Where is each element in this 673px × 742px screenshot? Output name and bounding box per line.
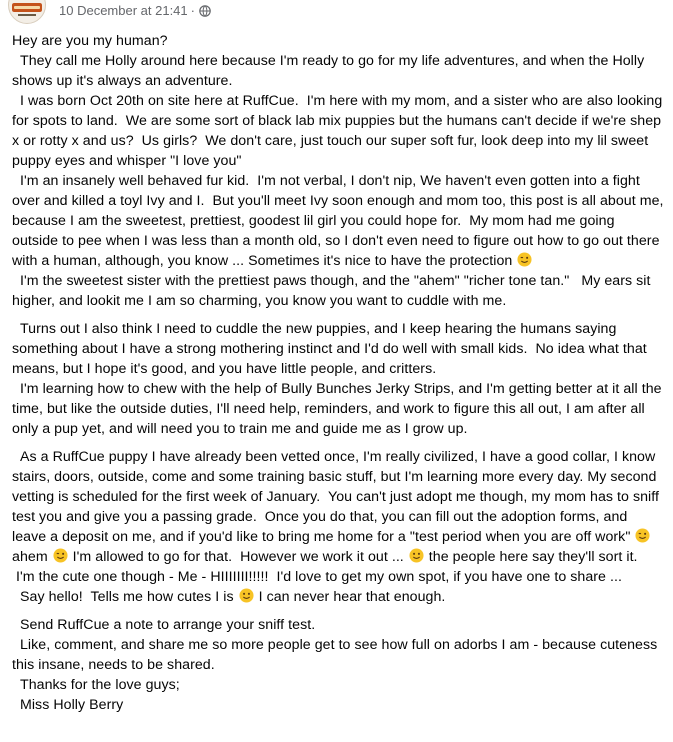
post-text: the people here say they'll sort it. (424, 549, 638, 565)
winking-face-emoji (635, 528, 650, 543)
post-text: I'm allowed to go for that. However we work it out ... (68, 549, 408, 565)
post-timestamp[interactable]: 10 December at 21:41 (59, 3, 188, 18)
post-paragraph (12, 587, 664, 607)
winking-face-emoji (517, 252, 532, 267)
post-paragraph: Thanks for the love guys; (12, 677, 180, 693)
post-paragraph (12, 447, 664, 567)
post-meta (59, 3, 211, 18)
post-text: As a RuffCue puppy I have already been vetted once, I'm really civilized, I have a good collar, I know stairs, doors, outside, come and some training basic stuff, but I'm learning more every day. My second vetting is scheduled for the first week of January. You can't just adopt me though, my mom has to sniff test you and give you a passing grade. Once you do that, you can fill out the adoption forms, and leave a deposit on me, and if you'd like to bring me home for a "test period when you are off work" (12, 449, 663, 545)
meta-separator: · (190, 3, 195, 18)
page-avatar[interactable] (8, 0, 46, 24)
post-paragraph: Send RuffCue a note to arrange your sniff test. (12, 617, 316, 633)
winking-face-emoji (53, 548, 68, 563)
post-header (0, 0, 673, 26)
post-paragraph: I'm learning how to chew with the help of Bully Bunches Jerky Strips, and I'm getting better at it all the time, but like the outside duties, I'll need help, reminders, and work to figure this all out, I am after all only a pup yet, and will need you to train me and guide me as I grow up. (12, 381, 666, 437)
smiling-face-emoji (409, 548, 424, 563)
post-body (12, 31, 668, 715)
post-paragraph: They call me Holly around here because I'm ready to go for my life adventures, and when the Holly shows up it's always an adventure. (12, 53, 649, 89)
post-paragraph (12, 171, 668, 271)
ruffcue-logo (12, 3, 42, 12)
post-text: Say hello! Tells me how cutes I is (12, 589, 238, 605)
post-text: ahem (12, 529, 656, 565)
post-paragraph: Like, comment, and share me so more people get to see how full on adorbs I am - because cuteness this insane, needs to be shared. (12, 637, 662, 673)
post-paragraph: Turns out I also think I need to cuddle the new puppies, and I keep hearing the humans saying something about I have a strong mothering instinct and I'd do well with small kids. No idea what that means, but I hope it's good, and you have little people, and critters. (12, 321, 651, 377)
post-paragraph: Miss Holly Berry (12, 697, 124, 713)
post-text: I can never hear that enough. (254, 589, 446, 605)
post-text: I'm an insanely well behaved fur kid. I'm not verbal, I don't nip, We haven't even gotten into a fight over and killed a toyl Ivy and I. But you'll meet Ivy soon enough and mom too, this post is all about me, because I am the sweetest, prettiest, goodest lil girl you could hope for. My mom had me going outside to pee when I was less than a month old, so I don't even need to figure out how to go out there with a human, although, you know ... Sometimes it's nice to have the protection (12, 173, 668, 269)
more-options-icon[interactable] (637, 0, 657, 2)
post-paragraph: I was born Oct 20th on site here at RuffCue. I'm here with my mom, and a sister who are also looking for spots to land. We are some sort of black lab mix puppies but the humans can't decide if we're shep x or rotty x and us? Us girls? We don't care, just touch our super soft fur, look deep into my lil sweet puppy eyes and whisper "I love you" (12, 93, 667, 169)
avatar-tagline (18, 14, 36, 16)
globe-icon[interactable] (199, 5, 211, 17)
post-paragraph: I'm the sweetest sister with the prettiest paws though, and the "ahem" "richer tone tan." My ears sit higher, and lookit me I am so charming, you know you want to cuddle with me. (12, 273, 655, 309)
post-paragraph: I'm the cute one though - Me - HIIIIIII!!!!! I'd love to get my own spot, if you have one to share ... (12, 569, 622, 585)
smiling-face-emoji (239, 588, 254, 603)
post-paragraph: Hey are you my human? (12, 33, 168, 49)
